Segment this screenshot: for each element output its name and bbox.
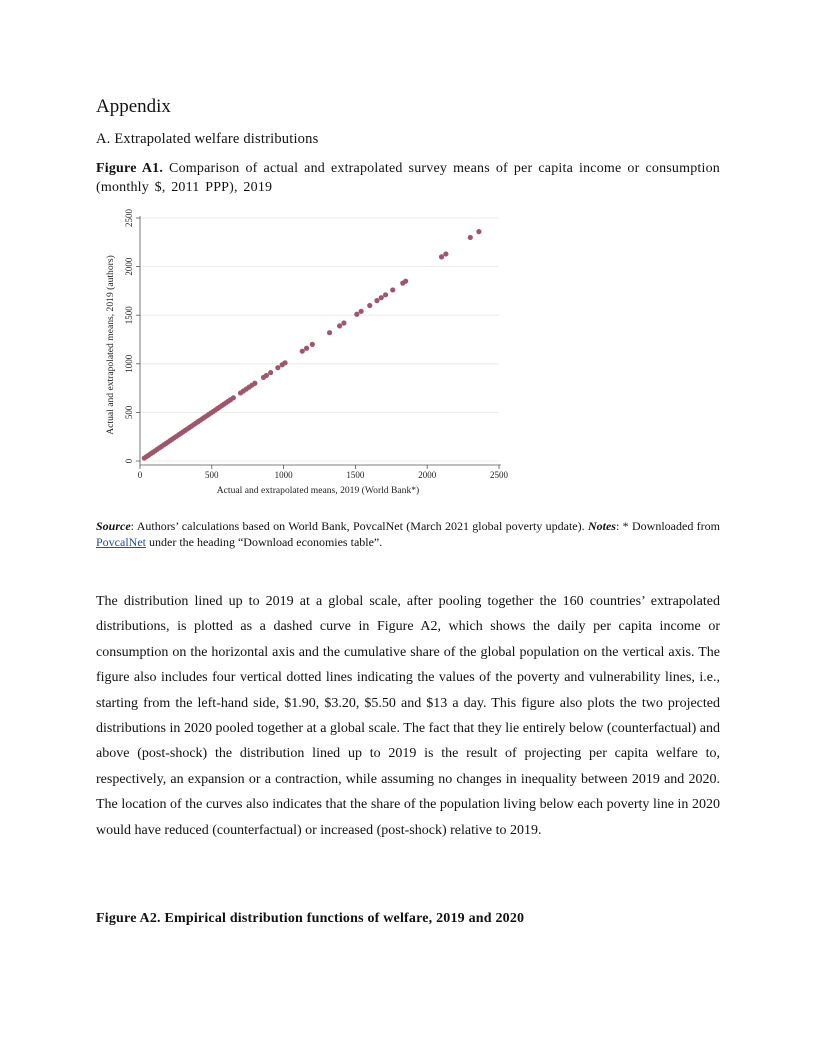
figure-a2-caption (96, 911, 524, 927)
x-tick-label: 2000 (418, 470, 437, 480)
x-tick-label: 500 (205, 470, 219, 480)
data-point (354, 312, 359, 317)
data-points (142, 229, 482, 461)
data-point (268, 370, 273, 375)
notes-label: Notes (587, 519, 616, 533)
source-note (96, 518, 720, 550)
figure-a2-title: Figure A2. Empirical distribution functions of welfare, 2019 and 2020 (96, 911, 525, 926)
y-axis-label: Actual and extrapolated means, 2019 (authors) (105, 255, 116, 435)
source-label: Source (96, 519, 131, 533)
data-point (476, 229, 481, 234)
section-title: A. Extrapolated welfare distributions (96, 131, 319, 147)
x-tick-label: 0 (137, 470, 143, 480)
data-point (443, 251, 448, 256)
y-tick-label: 500 (124, 405, 134, 420)
data-point (252, 381, 257, 386)
figure-a1-title: Comparison of actual and extrapolated survey means of per capita income or consumption (monthly $, 2011 PPP), 2019 (96, 161, 720, 195)
data-point (264, 373, 269, 378)
x-axis-label: Actual and extrapolated means, 2019 (World Bank*) (216, 485, 420, 496)
x-tick-label: 1000 (274, 470, 293, 480)
y-tick-label: 1000 (124, 354, 134, 373)
data-point (337, 323, 342, 328)
data-point (275, 365, 280, 370)
x-tick-label: 1500 (346, 470, 365, 480)
y-tick-label: 2500 (124, 209, 134, 227)
y-tick-label: 2000 (124, 257, 134, 276)
data-point (310, 342, 315, 347)
data-point (282, 360, 287, 365)
x-tick-label: 2500 (490, 470, 508, 480)
data-point (300, 349, 305, 354)
data-point (359, 309, 364, 314)
figure-a1-label: Figure A1. (96, 161, 164, 176)
data-point (403, 279, 408, 284)
figure-a1-caption (96, 159, 720, 197)
page-heading: Appendix (96, 96, 171, 117)
notes-text-2: under the heading “Download economies table”. (146, 535, 383, 549)
y-tick-label: 1500 (124, 306, 134, 325)
data-point (379, 295, 384, 300)
tick-labels (124, 209, 509, 481)
scatter-chart (96, 200, 516, 505)
y-tick-label: 0 (124, 458, 134, 464)
data-point (231, 395, 236, 400)
body-paragraph: The distribution lined up to 2019 at a global scale, after pooling together the 160 countries’ extrapolated distributions, is plotted as a dashed curve in Figure A2, which shows the daily per capita income or consumption on the horizontal axis and the cumulative share of the global population on the vertical axis. The figure also includes four vertical dotted lines indicating the values of the poverty and vulnerability lines, i.e., starting from the left-hand side, $1.90, $3.20, $5.50 and $13 a day. This figure also plots the two projected distributions in 2020 pooled together at a global scale. The fact that they lie entirely below (counterfactual) and above (post-shock) the distribution lined up to 2019 is the result of projecting per capita welfare to, respectively, an expansion or a contraction, while assuming no changes in inequality between 2019 and 2020. The location of the curves also indicates that the share of the population living below each poverty line in 2020 would have reduced (counterfactual) or increased (post-shock) relative to 2019. (96, 594, 720, 838)
data-point (383, 292, 388, 297)
data-point (390, 287, 395, 292)
data-point (341, 320, 346, 325)
notes-text-1: : * Downloaded from (615, 519, 720, 533)
source-text: : Authors’ calculations based on World Bank, PovcalNet (March 2021 global poverty update). (130, 519, 588, 533)
povcalnet-link[interactable]: PovcalNet (96, 535, 146, 549)
data-point (439, 254, 444, 259)
data-point (374, 298, 379, 303)
data-point (468, 235, 473, 240)
data-point (367, 303, 372, 308)
data-point (327, 330, 332, 335)
data-point (304, 346, 309, 351)
